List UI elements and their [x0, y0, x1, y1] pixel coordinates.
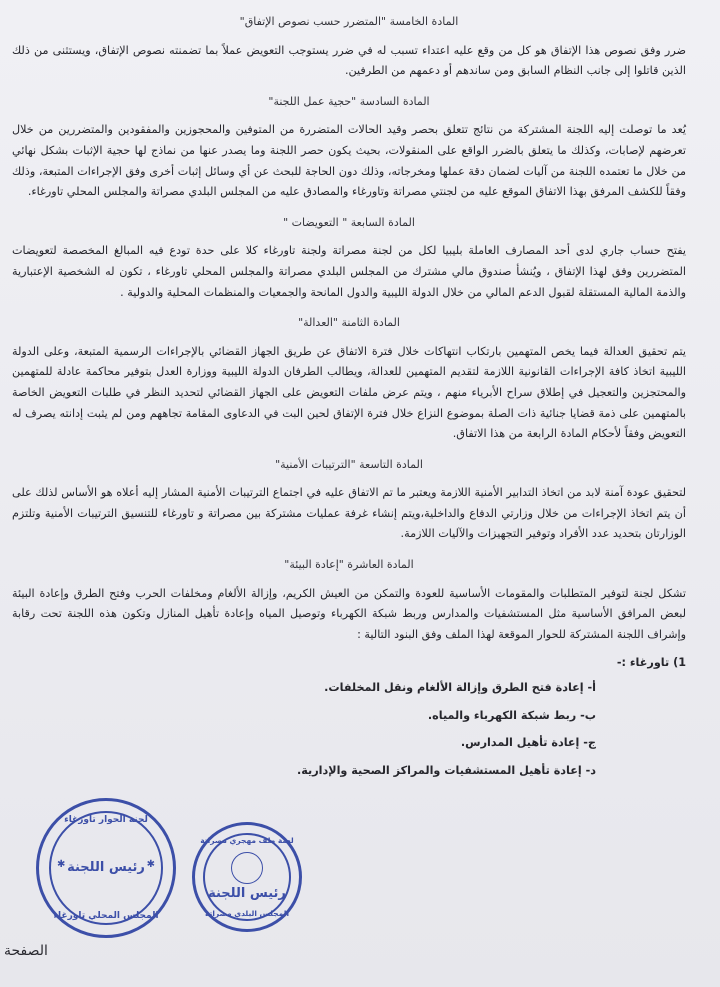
- article-10-title: المادة العاشرة "إعادة البيئة": [284, 558, 414, 572]
- tawergha-committee-stamp: [36, 798, 176, 938]
- stamp-center-text: رئيس اللجنة: [67, 860, 145, 875]
- star-icon: ✱: [57, 859, 66, 870]
- stamp-ring-text-bottom: المجلس البلدي مصراتة: [204, 909, 290, 918]
- stamp-ring-text-top: لجنة الحوار تاورغاء: [64, 815, 148, 825]
- list-item: د- إعادة تأهيل المستشفيات والمراكز الصحية والإدارية.: [296, 763, 596, 777]
- stamp-ring-text-bottom: المجلس المحلي تاورغاء: [53, 911, 159, 921]
- article-6-body: يُعد ما توصلت إليه اللجنة المشتركة من نتائج تتعلق بحصر وقيد الحالات المتضررة من المتوفين والمحجوزين والمفقودين والمتضررين من خلال تعرضهم لإصابات، وكذلك ما يتعلق بالضرر الواقع على المنقولات، بحيث يكون حصر اللجنة وما يصدر عنها من نماذج لها حجية الإثبات بشكل نهائي من خلال ما تعتمده اللجنة من آليات لضمان دقة عملها ومخرجاته، وذلك دون الحاجة للبحث عن أي وسائل إثبات أخرى وفق الإجراءات المتبعة، وذلك وفقاً للكشف المرفق بهذا الاتفاق الموقع عليه من لجنتي مصراتة وتاورغاء والمصادق عليه من المجلس البلدي مصراتة والمجلس المحلي تاورغاء.: [12, 123, 686, 199]
- stamp-ring-text-top: لجنة ملف مهجري مصراتة: [200, 836, 294, 845]
- page-footer-label: الصفحة: [4, 943, 48, 959]
- list-item: ج- إعادة تأهيل المدارس.: [460, 736, 596, 750]
- tawergha-items-list: [12, 678, 596, 781]
- article-10-body: تشكل لجنة لتوفير المتطلبات والمقومات الأساسية للعودة والتمكن من العيش الكريم، وإزالة الألغام ومخلفات الحرب وفتح الطرق وإعادة البيئة لبعض المرافق الأساسية مثل المستشفيات والمدارس وربط شبكة الكهرباء وتوصيل المياه وإعادة تأهيل المنازل وتكون هذه اللجنة تحت رقابة وإشراف اللجنة المشتركة للحوار الموقعة لهذا الملف وفق البنود التالية :: [12, 586, 686, 641]
- article-7-title: المادة السابعة " التعويضات ": [283, 215, 415, 229]
- article-7-body: يفتح حساب جاري لدى أحد المصارف العاملة بليبيا لكل من لجنة مصراتة ولجنة تاورغاء كلا على حدة تودع فيه المبالغ المخصصة لتعويضات المتضررين وفق لهذا الإتفاق ، ويُنشأ صندوق مالي مشترك من المجلس البلدي مصراتة والمجلس المحلي تاورغاء ، تكون له الشخصية الإعتبارية والذمة المالية المستقلة لقبول الدعم المالي من خلال الدولة الليبية والدول المانحة والجمعيات والمنظمات المحلية والدولية .: [12, 244, 686, 299]
- article-5-body: ضرر وفق نصوص هذا الإتفاق هو كل من وقع عليه اعتداء تسبب له في ضرر يستوجب التعويض عملاً بما تضمنته نصوص الإتفاق، ويستثنى من ذلك الذين قاتلوا إلى جانب النظام السابق ومن ساندهم أو دعمهم من الطرفين.: [12, 43, 686, 78]
- document-body: [12, 6, 686, 788]
- stamp-center-text: رئيس اللجنة: [208, 886, 286, 901]
- article-9-body: لتحقيق عودة آمنة لابد من اتخاذ التدابير الأمنية اللازمة ويعتبر ما تم الاتفاق عليه في اجتماع الترتيبات الأمنية المشار إليه أعلاه هو الأساس لذلك على أن يتم اتخاذ الإجراءات من خلال وزارتي الدفاع والداخلية،ويتم إنشاء غرفة عمليات مشتركة بين مصراتة و تاورغاء للتنسيق الترتيبات الأمنية وتلتزم الوزارتان بتحديد عدد الأفراد وتوفير التجهيزات والآليات اللازمة.: [12, 486, 686, 541]
- article-5-title: المادة الخامسة "المتضرر حسب نصوص الإتفاق": [239, 15, 459, 28]
- article-6-title: المادة السادسة "حجية عمل اللجنة": [268, 94, 430, 108]
- star-icon: ✱: [146, 859, 155, 870]
- list-item: أ- إعادة فتح الطرق وإزالة الألغام ونقل المخلفات.: [324, 681, 596, 695]
- emblem-icon: [231, 852, 263, 884]
- article-8-title: المادة الثامنة "العدالة": [298, 316, 400, 330]
- stamp-center-block: [208, 852, 286, 902]
- misrata-committee-stamp: [192, 822, 302, 932]
- article-8-body: يتم تحقيق العدالة فيما يخص المتهمين بارتكاب انتهاكات خلال فترة الاتفاق عن طريق الجهاز القضائي بالإجراءات الرسمية المتبعة، وعلى الدولة الليبية اتخاذ كافة الإجراءات القانونية اللازمة لتقديم المتهمين للعدالة، ويطالب الطرفان الدولة الليبية ووزارة العدل بتوفير محاكمة عادلة للمتهمين والمحتجزين والتعجيل في إطلاق سراح الأبرياء منهم ، ويتم عرض ملفات التعويض على الجهاز القضائي لتحديد النظر في طلبات التعويض الخاصة بالمتهمين على ذمة قضايا جنائية ذات الصلة بموضوع النزاع خلال فترة الإتفاق لحين البت في الدعاوى المقامة تجاههم ومن لم يثبت إدانته يصرف له التعويض وفقاً لأحكام المادة الرابعة من هذا الاتفاق.: [12, 344, 686, 441]
- article-9-title: المادة التاسعة "الترتيبات الأمنية": [275, 457, 423, 471]
- tawergha-subheading: 1) تاورغاء :-: [616, 656, 686, 670]
- list-item: ب- ربط شبكة الكهرباء والمياه.: [427, 708, 596, 722]
